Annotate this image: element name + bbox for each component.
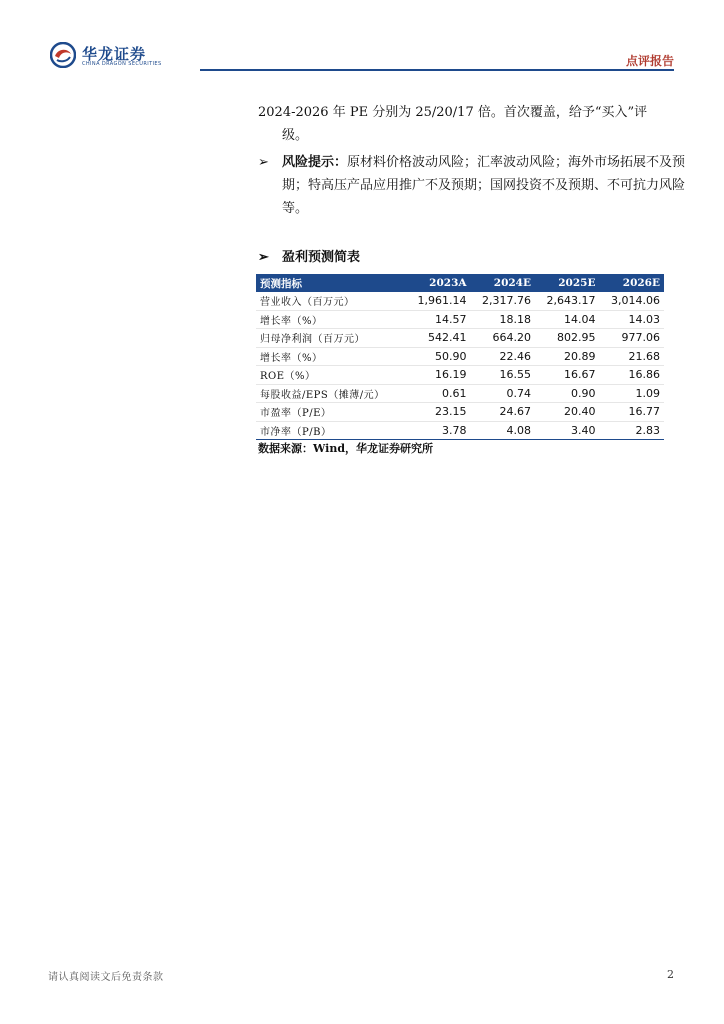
table-row — [256, 310, 664, 329]
risk-warning — [258, 151, 692, 220]
paragraph-line: 2024-2026 年 PE 分别为 25/20/17 倍。首次覆盖，给予“买入”评 — [258, 105, 648, 120]
table-cell: 2,643.17 — [535, 292, 599, 310]
section-heading — [258, 246, 360, 265]
row-label: 营业收入（百万元） — [256, 292, 406, 310]
table-cell: 664.20 — [471, 329, 535, 348]
table-cell: 14.03 — [599, 310, 664, 329]
report-type-label: 点评报告 — [625, 54, 674, 68]
table-cell: 16.55 — [471, 366, 535, 385]
paragraph-line: 级。 — [282, 128, 309, 143]
table-cell: 14.57 — [406, 310, 470, 329]
table-cell: 542.41 — [406, 329, 470, 348]
row-label: 增长率（%） — [256, 310, 406, 329]
row-label: 市净率（P/B） — [256, 421, 406, 440]
table-cell: 4.08 — [471, 421, 535, 440]
column-header: 2026E — [599, 274, 664, 292]
table-cell: 2,317.76 — [471, 292, 535, 310]
table-cell: 24.67 — [471, 403, 535, 422]
page-number: 2 — [667, 968, 674, 981]
footer-disclaimer: 请认真阅读文后免责条款 — [48, 972, 164, 983]
table-cell: 3.40 — [535, 421, 599, 440]
logo-chinese-name: 华龙证券 — [82, 45, 147, 63]
table-cell: 2.83 — [599, 421, 664, 440]
table-cell: 802.95 — [535, 329, 599, 348]
table-cell: 977.06 — [599, 329, 664, 348]
page-header — [50, 42, 674, 70]
table-row — [256, 403, 664, 422]
table-row — [256, 347, 664, 366]
table-cell: 3.78 — [406, 421, 470, 440]
column-header: 预测指标 — [256, 274, 406, 292]
table-cell: 21.68 — [599, 347, 664, 366]
table-cell: 1,961.14 — [406, 292, 470, 310]
dragon-logo-icon — [50, 42, 76, 68]
column-header: 2024E — [471, 274, 535, 292]
table-row — [256, 421, 664, 440]
table-cell: 18.18 — [471, 310, 535, 329]
table-cell: 16.77 — [599, 403, 664, 422]
table-cell: 1.09 — [599, 384, 664, 403]
data-source-note: 数据来源：Wind，华龙证券研究所 — [258, 442, 434, 455]
table-cell: 16.67 — [535, 366, 599, 385]
table-cell: 16.86 — [599, 366, 664, 385]
table-cell: 16.19 — [406, 366, 470, 385]
table-cell: 23.15 — [406, 403, 470, 422]
column-header: 2025E — [535, 274, 599, 292]
header-divider — [200, 69, 674, 71]
row-label: ROE（%） — [256, 366, 406, 385]
row-label: 市盈率（P/E） — [256, 403, 406, 422]
table-cell: 20.40 — [535, 403, 599, 422]
arrow-bullet-icon: ➢ — [258, 155, 269, 170]
table-row — [256, 292, 664, 310]
row-label: 归母净利润（百万元） — [256, 329, 406, 348]
table-row — [256, 384, 664, 403]
table-cell: 0.61 — [406, 384, 470, 403]
company-logo — [50, 42, 250, 70]
section-title-text: 盈利预测简表 — [282, 250, 361, 265]
earnings-forecast-table — [256, 274, 664, 440]
table-row — [256, 329, 664, 348]
row-label: 增长率（%） — [256, 347, 406, 366]
table-row — [256, 366, 664, 385]
row-label: 每股收益/EPS（摊薄/元） — [256, 384, 406, 403]
table-cell: 0.90 — [535, 384, 599, 403]
table-cell: 3,014.06 — [599, 292, 664, 310]
logo-english-name: CHINA DRAGON SECURITIES — [82, 61, 162, 67]
risk-label: 风险提示： — [282, 155, 348, 170]
table-cell: 20.89 — [535, 347, 599, 366]
column-header: 2023A — [406, 274, 470, 292]
table-cell: 0.74 — [471, 384, 535, 403]
valuation-paragraph — [258, 101, 692, 147]
table-cell: 14.04 — [535, 310, 599, 329]
risk-text: 原材料价格波动风险；汇率波动风险；海外市场拓展不及预期；特高压产品应用推广不及预期；国网投资不及预期、不可抗力风险等。 — [282, 155, 686, 216]
table-cell: 50.90 — [406, 347, 470, 366]
arrow-bullet-icon: ➢ — [258, 250, 269, 265]
table-cell: 22.46 — [471, 347, 535, 366]
table-header-row — [256, 274, 664, 292]
